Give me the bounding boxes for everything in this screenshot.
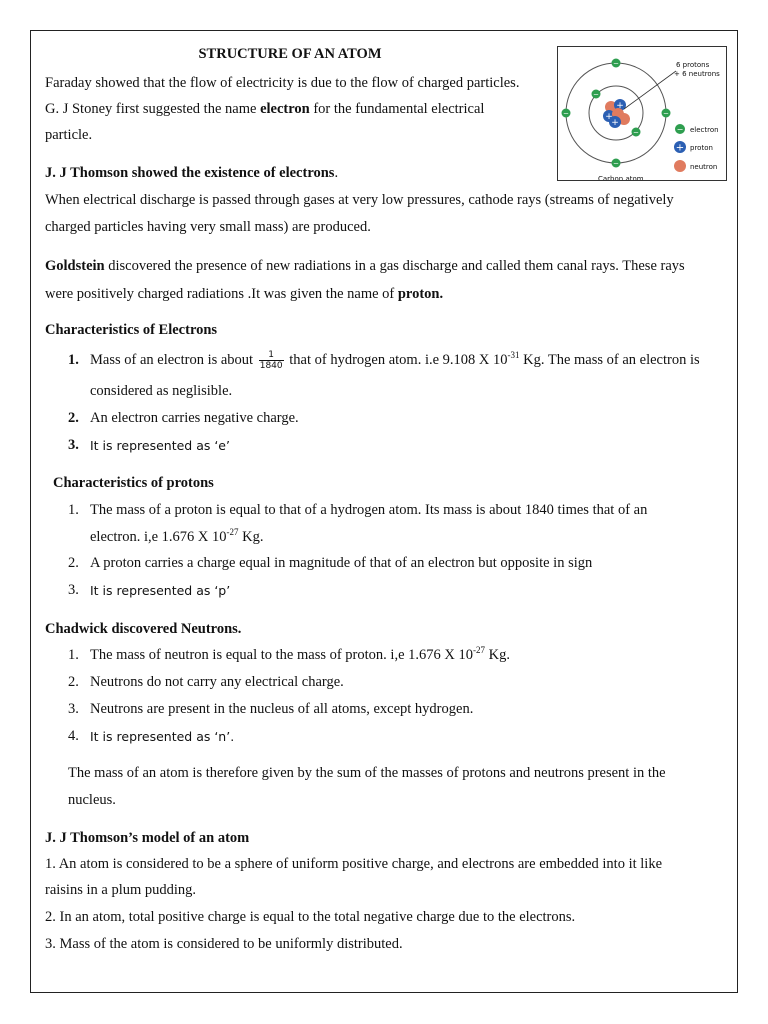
thomson-heading: J. J Thomson showed the existence of electrons.	[45, 165, 339, 181]
neutron-item-4: 4. It is represented as ‘n’.	[68, 728, 235, 744]
electron-item-2: 2. An electron carries negative charge.	[68, 410, 299, 426]
model-point-2: 2. In an atom, total positive charge is equal to the total negative charge due to the electrons.	[45, 909, 576, 925]
svg-text:−: −	[633, 128, 639, 137]
nucleus	[603, 99, 630, 128]
electron-item-3: 3. It is represented as ‘e’	[68, 437, 230, 453]
mass-summary-line-2: nucleus.	[68, 792, 116, 808]
svg-text:−: −	[613, 59, 619, 68]
intro-line-1: Faraday showed that the flow of electricity is due to the flow of charged particles.	[45, 75, 520, 91]
label-neutrons: + 6 neutrons	[674, 70, 720, 78]
proton-item-1: 1. The mass of a proton is equal to that of a hydrogen atom. Its mass is about 1840 times that of an	[68, 502, 648, 518]
neutron-legend-icon	[674, 160, 686, 172]
svg-text:+: +	[675, 142, 685, 154]
carbon-atom-figure	[557, 46, 727, 181]
legend-electron: electron	[690, 126, 719, 134]
svg-text:+: +	[605, 112, 613, 122]
electron-item-1: 1. Mass of an electron is about $\frac{1}{1840}$ that of hydrogen atom. i.e 9.108 X $10^{-31}$ Kg. The mass of an electron is	[68, 350, 700, 372]
proton-item-1-cont: electron. i,e 1.676 X $10^{-27}$ Kg.	[90, 527, 264, 545]
svg-text:−: −	[593, 90, 599, 99]
model-point-3: 3. Mass of the atom is considered to be uniformly distributed.	[45, 936, 403, 952]
mass-summary-line-1: The mass of an atom is therefore given by the sum of the masses of protons and neutrons present in the	[68, 765, 666, 781]
figure-caption: Carbon atom	[598, 175, 644, 181]
neutron-item-3: 3. Neutrons are present in the nucleus of all atoms, except hydrogen.	[68, 701, 474, 717]
thomson-line-1: When electrical discharge is passed through gases at very low pressures, cathode rays (streams of negatively	[45, 192, 674, 208]
carbon-atom-diagram	[558, 47, 727, 181]
neutron-item-1: 1. The mass of neutron is equal to the mass of proton. i,e 1.676 X $10^{-27}$ Kg.	[68, 645, 510, 663]
svg-text:−: −	[663, 109, 669, 118]
neutron-item-2: 2. Neutrons do not carry any electrical charge.	[68, 674, 344, 690]
proton-item-2: 2. A proton carries a charge equal in magnitude of that of an electron but opposite in sign	[68, 555, 593, 571]
svg-text:+: +	[616, 101, 624, 111]
intro-line-3: particle.	[45, 127, 93, 143]
electrons-heading: Characteristics of Electrons	[45, 322, 218, 338]
electron-item-1-cont: considered as neglisible.	[90, 383, 233, 399]
fraction: $\frac{1}{1840}$	[259, 350, 283, 372]
thomson-line-2: charged particles having very small mass) are produced.	[45, 219, 371, 235]
svg-text:−: −	[676, 125, 684, 134]
model-heading: J. J Thomson’s model of an atom	[45, 830, 250, 846]
page-title: STRUCTURE OF AN ATOM	[198, 46, 382, 62]
svg-text:+: +	[611, 118, 619, 128]
svg-text:−: −	[563, 109, 569, 118]
model-point-1-cont: raisins in a plum pudding.	[45, 882, 197, 898]
legend-proton: proton	[690, 144, 713, 152]
intro-line-2: G. J Stoney first suggested the name electron for the fundamental electrical	[45, 101, 485, 117]
protons-heading: Characteristics of protons	[53, 475, 214, 491]
goldstein-line-1: Goldstein discovered the presence of new radiations in a gas discharge and called them canal rays. These rays	[45, 258, 685, 274]
goldstein-line-2: were positively charged radiations .It was given the name of proton.	[45, 286, 444, 302]
neutrons-heading: Chadwick discovered Neutrons.	[45, 621, 242, 637]
label-protons: 6 protons	[676, 61, 710, 69]
proton-item-3: 3. It is represented as ‘p’	[68, 582, 231, 598]
model-point-1: 1. An atom is considered to be a sphere of uniform positive charge, and electrons are embedded into it like	[45, 856, 663, 872]
legend-neutron: neutron	[690, 163, 718, 171]
svg-text:−: −	[613, 159, 619, 168]
